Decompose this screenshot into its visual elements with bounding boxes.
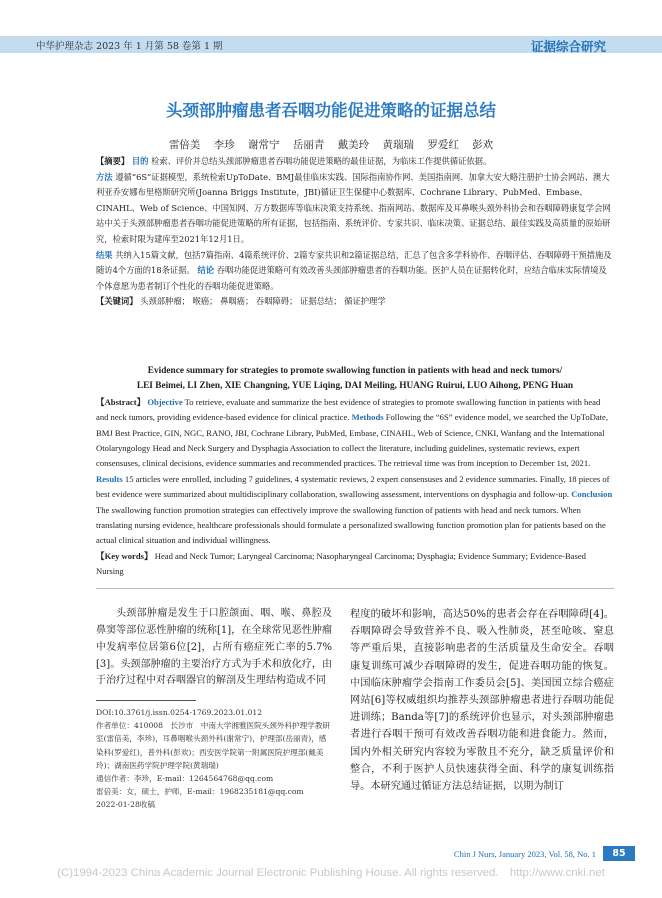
results-label: 结果 [96, 249, 113, 260]
first-author: 雷倍美：女，硕士，护师，E-mail：1968235181@qq.com [96, 787, 304, 797]
footnotes [96, 706, 332, 812]
abstract-en-body [96, 395, 614, 549]
affiliation: 作者单位：410008 长沙市 中南大学湘雅医院头颈外科护理学教研室(雷倍美，李珍)，耳鼻咽喉头颈外科(谢常宁)，护理部(岳丽青)，感染科(罗爱红)，普外科(彭欢)；西安医学院第一附属医院护理部(戴美玲)；湖南医药学院护理学院(黄瑞瑞) [96, 721, 331, 770]
abstract-divider [96, 588, 614, 589]
abstract-cn-objective [96, 154, 614, 170]
section-label: 证据综合研究 [530, 39, 606, 54]
abstract-en [96, 364, 614, 580]
conclusion-en-text: The swallowing function promotion strategies can effectively improve the swallowing function of patients with head and neck tumors. When translating nursing evidence, healthcare professionals should formulate a personalized swallowing function promotion plan for patients based on the actual clinical situation and individual willingness. [96, 504, 606, 546]
abstract-en-label: 【Abstract】 [96, 396, 146, 407]
keywords-label: 【关键词】 [96, 296, 138, 307]
conclusion-label: 结论 [197, 265, 215, 276]
body-paragraph-left: 头颈部肿瘤是发生于口腔颌面、咽、喉、鼻腔及鼻窦等部位恶性肿瘤的统称[1]，在全球常见恶性肿瘤中发病率位居第6位[2]，占所有癌症死亡率的5.7%[3]。头颈部肿瘤的主要治疗方式为手术和放化疗，由于治疗过程中对吞咽器官的解剖及生理结构造成不同 [96, 608, 332, 687]
english-title: Evidence summary for strategies to promote swallowing function in patients with head and neck tumors/ [147, 366, 563, 376]
abstract-label: 【摘要】 [96, 156, 130, 166]
english-authors: LEI Beimei, LI Zhen, XIE Changning, YUE Liqing, DAI Meiling, HUANG Ruirui, LUO Aihong, PENG Huan [136, 381, 574, 392]
keywords-text: 头颈部肿瘤； 喉癌； 鼻咽癌； 吞咽障碍； 证据总结； 循证护理学 [140, 296, 386, 307]
abstract-cn-keywords [96, 294, 614, 310]
doi: DOI:10.3761/j.issn.0254-1769.2023.01.012 [96, 708, 263, 717]
methods-en-text: Following the “6S” evidence model, we searched the UpToDate, BMJ Best Practice, GIN, NGC, RANO, JBI, Cochrane Library, PubMed, Embase, CINAHL, Web of Science, CNKI, Wanfang and the International Otolaryngology Head and Neck Surgery and Dysphagia Association to collect the literature, including guidelines, systematic reviews, expert consensuses, clinical decisions, evidence summaries and recommended practices. The retrieval time was from inception to December 1st, 2021. [96, 412, 609, 469]
objective-text: 检索、评价并总结头颈部肿瘤患者吞咽功能促进策略的最佳证据，为临床工作提供循证依据。 [151, 156, 492, 166]
copyright-watermark: (C)1994-2023 China Academic Journal Electronic Publishing House. All rights reserved. http://www.cnki.net [57, 867, 605, 879]
keywords-en-label: 【Key words】 [96, 550, 153, 561]
objective-en-label: Objective [147, 396, 183, 407]
objective-en-text: To retrieve, evaluate and summarize the best evidence of strategies to promote swallowing function in patients with head and neck tumors, providing evidence-based evidence for clinical practice. [96, 396, 601, 423]
abstract-cn [96, 154, 614, 310]
footer-citation: Chin J Nurs, January 2023, Vol. 58, No. 1 [453, 849, 596, 859]
keywords-en-text: Head and Neck Tumor; Laryngeal Carcinoma; Nasopharyngeal Carcinoma; Dysphagia; Evidence Summary; Evidence-Based Nursing [96, 550, 586, 577]
body-left-column [96, 606, 332, 690]
article-authors: 雷倍美 李珍 谢常宁 岳丽青 戴美玲 黄瑞瑞 罗爱红 彭欢 [168, 139, 494, 151]
received-date: 2022-01-28收稿 [96, 800, 155, 810]
keywords-en [96, 549, 614, 580]
methods-en-label: Methods [351, 412, 384, 423]
abstract-cn-results [96, 248, 614, 295]
results-en-text: 15 articles were enrolled, including 7 guidelines, 4 systematic reviews, 2 expert consensuses and 2 evidence summaries. Finally, 18 pieces of best evidence were summarized about multidisciplinary collaboration, swallowing assessment, interventions on dysphagia and follow-up. [96, 473, 610, 500]
corresponding-author: 通信作者：李珍，E-mail：1264564768@qq.com [96, 774, 274, 784]
results-en-label: Results [96, 473, 123, 484]
results-text: 共纳入15篇文献，包括7篇指南、4篇系统评价、2篇专家共识和2篇证据总结，汇总了包含多学科协作、吞咽评估、吞咽障碍干预措施及随访4个方面的18条证据。 [96, 249, 612, 276]
objective-label: 目的 [131, 156, 149, 166]
conclusion-text: 吞咽功能促进策略可有效改善头颈部肿瘤患者的吞咽功能。医护人员在证据转化时，应结合临床实际情境及个体意愿为患者制订个性化的吞咽功能促进策略。 [96, 265, 607, 291]
article-title: 头颈部肿瘤患者吞咽功能促进策略的证据总结 [166, 101, 496, 120]
body-paragraph-right: 程度的破坏和影响，高达50%的患者会存在吞咽障碍[4]。吞咽障碍会导致营养不良、吸入性肺炎，甚至呛咳、窒息等严重后果，直接影响患者的生活质量及生命安全。吞咽康复训练可减少吞咽障碍的发生，促进吞咽功能的恢复。中国临床肿瘤学会指南工作委员会[5]、美国国立综合癌症网站[6]等权威组织均推荐头颈部肿瘤患者进行吞咽功能促进训练；Banda等[7]的系统评价也显示，对头颈部肿瘤患者进行吞咽干预可有效改善吞咽功能和进食能力。然而，国内外相关研究内容较为零散且不充分，缺乏质量评价和整合，不利于医护人员快速获得全面、科学的康复训练指导。本研究通过循证方法总结证据，以期为制订 [350, 609, 614, 793]
conclusion-en-label: Conclusion [571, 489, 613, 500]
abstract-cn-methods [96, 170, 614, 248]
page-number: 85 [603, 846, 635, 861]
methods-label: 方法 [96, 171, 113, 182]
journal-issue: 中华护理杂志 2023 年 1 月第 58 卷第 1 期 [36, 41, 223, 52]
methods-text: 遵循“6S”证据模型，系统检索UpToDate、BMJ最佳临床实践、国际指南协作网、美国指南网、加拿大安大略注册护士协会网站、澳大利亚乔安娜布里格斯研究所(Joanna Briggs Institute，JBI)循证卫生保健中心数据库、Cochrane Library、PubMed、Embase、CINAHL、Web of Science、中国知网、万方数据库等临床决策支持系统、指南网站、数据库及耳鼻喉头颈外科协会和吞咽障碍康复学会网站中关于头颈部肿瘤患者吞咽功能促进策略的所有证据，包括指南、系统评价、专家共识、临床决策、证据总结、最佳实践及高质量的原始研究，检索时限为建库至2021年12月1日。 [96, 171, 611, 244]
body-right-column [350, 606, 614, 795]
footnote-rule [96, 700, 196, 701]
